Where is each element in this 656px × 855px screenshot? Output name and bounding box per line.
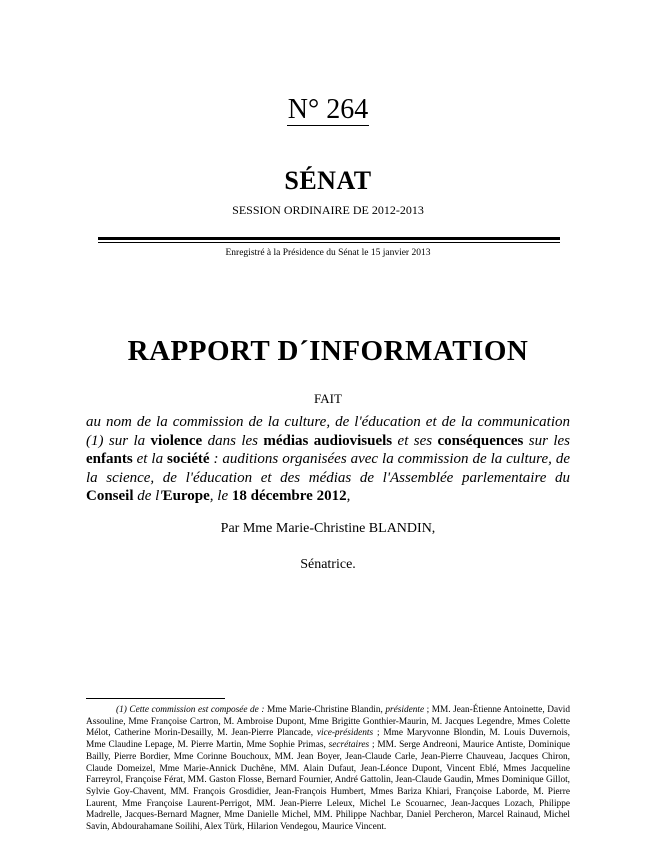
registration-date: Enregistré à la Présidence du Sénat le 15 janvier 2013 — [225, 248, 431, 258]
header-rule-thick — [98, 237, 560, 240]
header-rule-thin — [98, 242, 560, 243]
report-number: N° 264 — [287, 94, 369, 125]
commission-footnote: (1) Cette commission est composée de : Mme Marie-Christine Blandin, présidente ; MM. Jean-Étienne Antoinette, David Assouline, Mme Françoise Cartron, M. Ambroise Dupont, Mme Brigitte Gonthier-Maurin, M. Jacques Legendre, Mmes Colette Mélot, Catherine Morin-Desailly, M. Jean-Pierre Plancade, vice-présidents ; Mme Maryvonne Blondin, M. Louis Duvernois, Mme Claudine Lepage, M. Pierre Martin, Mme Sophie Primas, secrétaires ; MM. Serge Andreoni, Maurice Antiste, Dominique Bailly, Pierre Bordier, Mme Corinne Bouchoux, MM. Jean Boyer, Jean-Claude Carle, Jean-Pierre Chauveau, Jacques Chiron, Claude Domeizel, Mme Marie-Annick Duchêne, MM. Alain Dufaut, Jean-Léonce Dupont, Vincent Eblé, Mmes Jacqueline Farreyrol, Françoise Férat, MM. Gaston Flosse, Bernard Fournier, André Gattolin, Jean-Claude Gaudin, Mmes Dominique Gillot, Sylvie Goy-Chavent, MM. François Grosdidier, Jean-François Humbert, Mmes Bariza Khiari, Françoise Laborde, M. Pierre Laurent, Mme Françoise Laurent-Perrigot, MM. Jean-Pierre Leleux, Michel Le Scouarnec, Jean-Jacques Lozach, Philippe Madrelle, Jacques-Bernard Magner, Mme Danielle Michel, MM. Philippe Nachbar, Daniel Percheron, Marcel Rainaud, Michel Savin, Abdourahamane Soilihi, Alex Türk, Hilarion Vendegou, Maurice Vincent. — [86, 705, 570, 833]
report-title: RAPPORT D´INFORMATION — [127, 335, 529, 367]
chamber-title: SÉNAT — [284, 166, 372, 195]
report-author: Par Mme Marie-Christine BLANDIN, — [220, 521, 436, 536]
report-description: au nom de la commission de la culture, de l'éducation et de la communication (1) sur la violence dans les médias audiovisuels et ses conséquences sur les enfants et la société : auditions organisées avec la commission de la culture, de la science, de l'éducation et des médias de l'Assemblée parlementaire du Conseil de l'Europe, le 18 décembre 2012, — [86, 414, 570, 504]
footnote-rule — [86, 698, 225, 699]
author-role: Sénatrice. — [300, 557, 356, 572]
session-line: SESSION ORDINAIRE DE 2012-2013 — [232, 203, 424, 217]
report-made-label: FAIT — [314, 391, 342, 406]
